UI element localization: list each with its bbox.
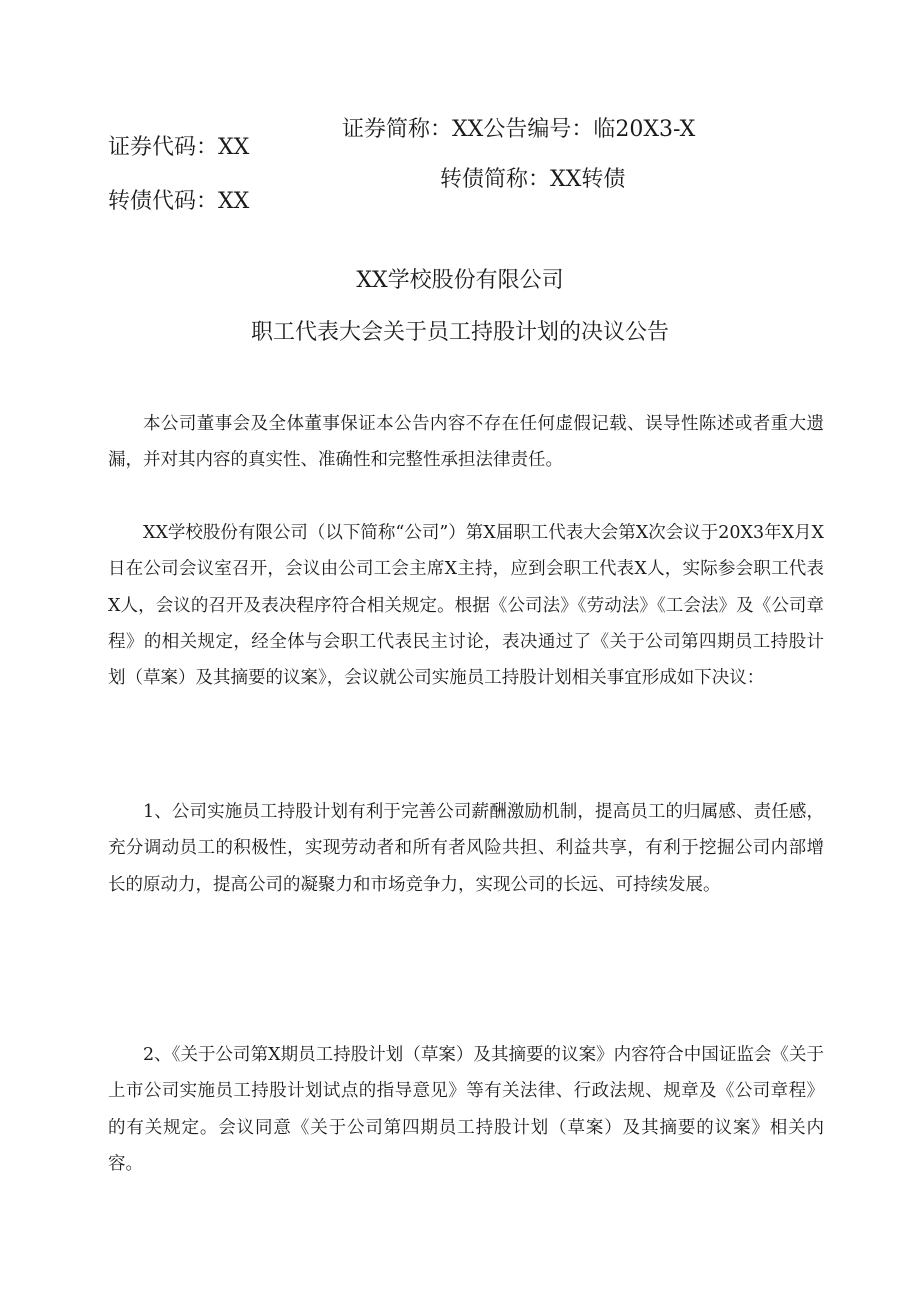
security-code: 证券代码：XX: [108, 135, 250, 160]
paragraph-text: XX学校股份有限公司（以下简称“公司”）第X届职工代表大会第X次会议于20X3年X月X日在公司会议室召开，会议由公司工会主席X主持，应到会职工代表X人，实际参会职工代表X人，会议的召开及表决程序符合相关规定。根据《公司法》《劳动法》《工会法》及《公司章程》的相关规定，经全体与会职工代表民主讨论，表决通过了《关于公司第四期员工持股计划（草案）及其摘要的议案》，会议就公司实施员工持股计划相关事宜形成如下决议：: [108, 523, 825, 689]
paragraph-text: 本公司董事会及全体董事保证本公告内容不存在任何虚假记载、误导性陈述或者重大遗漏，并对其内容的真实性、准确性和完整性承担法律责任。: [108, 414, 824, 471]
company-name-title: XX学校股份有限公司: [356, 268, 564, 293]
paragraph-text: 1、公司实施员工持股计划有利于完善公司薪酬激励机制，提高员工的归属感、责任感，充分调动员工的积极性，实现劳动者和所有者风险共担、利益共享，有利于挖掘公司内部增长的原动力，提高公司的凝聚力和市场竞争力，实现公司的长远、可持续发展。: [108, 802, 824, 895]
notice-title: 职工代表大会关于员工持股计划的决议公告: [250, 320, 669, 345]
paragraph-text: 2、《关于公司第X期员工持股计划（草案）及其摘要的议案》内容符合中国证监会《关于上市公司实施员工持股计划试点的指导意见》等有关法律、行政法规、规章及《公司章程》的有关规定。会议同意《关于公司第四期员工持股计划（草案）及其摘要的议案》相关内容。: [108, 1045, 824, 1174]
disclaimer-paragraph: [108, 406, 824, 479]
security-abbreviation-and-notice-number: 证券简称：XX公告编号：临20X3-X: [342, 117, 696, 142]
convertible-bond-abbreviation: 转债简称：XX转债: [440, 167, 626, 192]
resolution-item-1: [108, 794, 824, 903]
convertible-bond-code: 转债代码：XX: [108, 189, 250, 214]
resolution-item-2: [108, 1037, 824, 1182]
meeting-summary-paragraph: [108, 515, 824, 696]
